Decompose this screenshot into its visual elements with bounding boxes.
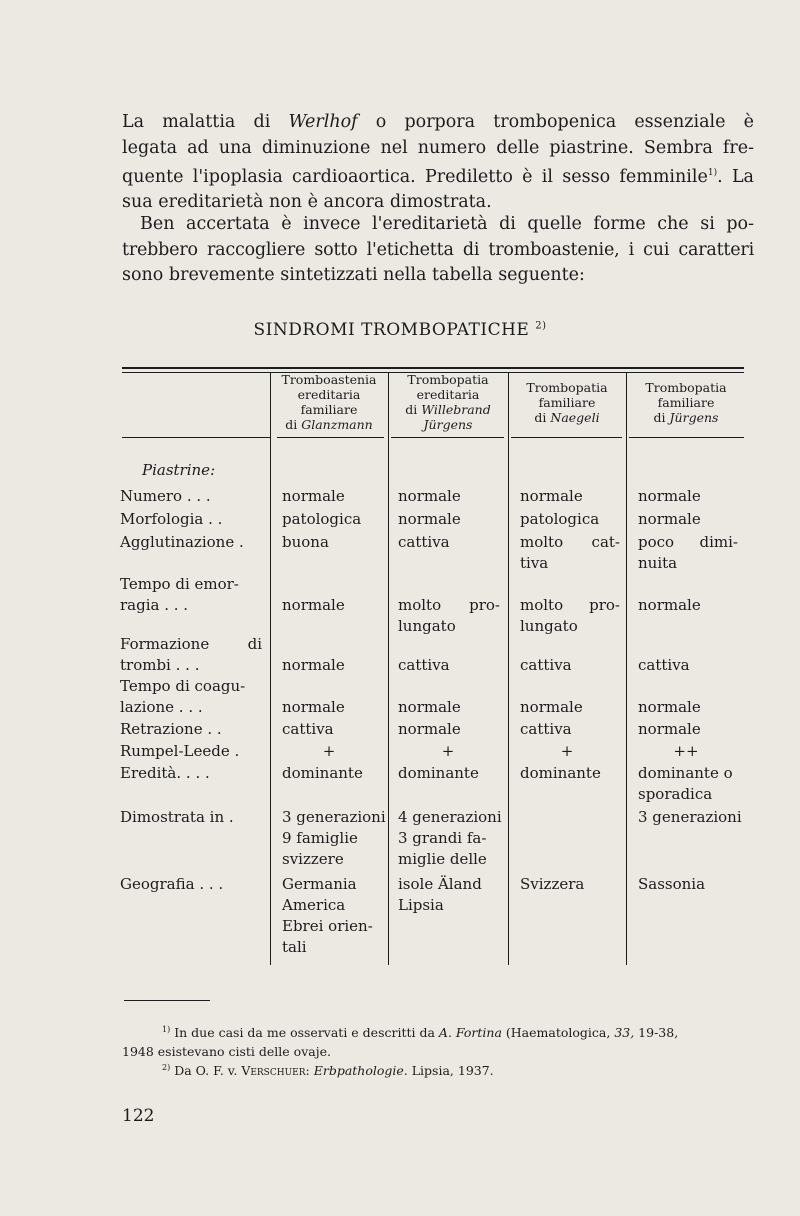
cell-line: 4 generazioni (398, 808, 502, 826)
table-cell: normale (398, 487, 461, 505)
header-line-italic: Jürgens (669, 410, 719, 425)
column-divider (388, 372, 389, 965)
cell-line: miglie delle (398, 850, 487, 868)
table-cell: cattiva (638, 656, 690, 674)
table-cell: cattiva (282, 720, 334, 738)
cell-line: isole Äland (398, 875, 482, 893)
footnote-number: 1) (162, 1025, 171, 1034)
header-line: ereditaria (416, 387, 480, 402)
cell-line: 9 famiglie (282, 829, 358, 847)
text: La malattia di (122, 112, 289, 132)
text-line: trebbero raccogliere sotto l'etichetta di tromboastenie, i cui caratteri (122, 239, 754, 260)
table-cell: + (560, 742, 574, 760)
column-header-willebrand (390, 372, 506, 432)
text-line: sono brevemente sintetizzati nella tabella seguente: (122, 265, 585, 285)
header-rule (511, 437, 622, 438)
header-line: familiare (538, 395, 596, 410)
text-line: 1948 esistevano cisti delle ovaje. (122, 1044, 331, 1060)
cell-line: Tempo di emor- (120, 575, 239, 593)
header-rule (391, 437, 504, 438)
text: Da O. F. v. (170, 1063, 242, 1079)
header-rule (629, 437, 744, 438)
table-cell: dominante (398, 764, 479, 782)
cell-line: lungato (398, 617, 456, 635)
table-cell: normale (282, 656, 345, 674)
cell-line: lazione . . . (120, 698, 203, 716)
cell-line: lungato (520, 617, 578, 635)
cell-line: dominante o (638, 764, 733, 782)
row-label-morfologia: Morfologia . . (120, 510, 223, 528)
text: quente l'ipoplasia cardioaortica. Prediletto è il sesso femminile (122, 166, 708, 187)
table-cell: Sassonia (638, 875, 706, 893)
cell-line: Lipsia (398, 896, 444, 914)
table-cell (282, 874, 373, 958)
header-line: Trombopatia (526, 380, 608, 395)
table-cell: dominante (282, 764, 363, 782)
header-line: ereditaria (297, 387, 361, 402)
cell-line: molto pro- (398, 596, 500, 614)
header-line-italic: Willebrand (421, 402, 491, 417)
table-cell: + (322, 742, 336, 760)
text-italic: A. Fortina (438, 1025, 502, 1041)
row-label-retrazione: Retrazione . . (120, 720, 222, 738)
cell-line: 3 grandi fa- (398, 829, 487, 847)
paragraph-tromboastenie (122, 212, 754, 289)
table-top-rule (122, 367, 744, 369)
text-italic: Werlhof (288, 112, 358, 132)
row-label-numero: Numero . . . (120, 487, 211, 505)
table-cell: patologica (520, 510, 600, 528)
row-label-dimostrata: Dimostrata in . (120, 808, 234, 826)
table-cell (398, 807, 502, 870)
table-cell: ++ (673, 742, 699, 760)
table-cell (398, 595, 500, 637)
table-title (0, 320, 800, 340)
header-line-italic: Naegeli (550, 410, 600, 425)
cell-line: trombi . . . (120, 656, 200, 674)
header-line: di (653, 410, 670, 425)
table-cell: normale (282, 596, 345, 614)
header-line-italic: Glanzmann (301, 417, 373, 432)
header-line: di (405, 402, 422, 417)
table-cell: patologica (282, 510, 362, 528)
table-cell: normale (638, 720, 701, 738)
title-text: SINDROMI TROMBOPATICHE (253, 320, 530, 340)
footnote-1 (122, 1020, 750, 1061)
table-cell (638, 763, 733, 805)
cell-line: tali (282, 938, 307, 956)
column-divider (626, 372, 627, 965)
table-cell (282, 807, 386, 870)
footnote-ref: 2) (535, 320, 547, 332)
header-line: di (285, 417, 302, 432)
cell-line: ragia . . . (120, 596, 189, 614)
section-label-piastrine: Piastrine: (142, 461, 216, 479)
column-header-naegeli (510, 380, 624, 425)
table-cell: normale (282, 698, 345, 716)
row-label-rumpel-leede: Rumpel-Leede . (120, 742, 240, 760)
text: (Haematologica, (501, 1025, 615, 1041)
cell-line: nuita (638, 554, 678, 572)
table-cell: normale (638, 596, 701, 614)
footnote-number: 2) (162, 1063, 171, 1072)
text: o porpora trombopenica essenziale è (357, 112, 754, 132)
column-header-jurgens (628, 380, 744, 425)
table-cell: normale (638, 510, 701, 528)
header-line: familiare (300, 402, 358, 417)
header-line: di (534, 410, 551, 425)
row-label-geografia: Geografia . . . (120, 875, 224, 893)
table-cell (638, 532, 738, 574)
text-italic: 33, (614, 1025, 635, 1041)
header-line: familiare (657, 395, 715, 410)
cell-line: America (282, 896, 346, 914)
cell-line: molto cat- (520, 533, 620, 551)
header-rule (122, 437, 270, 438)
footnote-ref: 1) (707, 168, 718, 178)
row-label-emorragia (120, 574, 262, 616)
table-cell: cattiva (520, 720, 572, 738)
table-cell: normale (520, 698, 583, 716)
row-label-coagulazione (120, 676, 262, 718)
table-cell (520, 595, 620, 637)
text-line: sua ereditarietà non è ancora dimostrata. (122, 192, 492, 213)
cell-line: Tempo di coagu- (120, 677, 246, 695)
text: In due casi da me osservati e descritti da (170, 1025, 439, 1041)
text-italic: Erbpathologie. (313, 1063, 408, 1079)
header-line: Tromboastenia (281, 372, 377, 387)
table-cell: normale (398, 698, 461, 716)
table-cell: cattiva (398, 656, 450, 674)
column-divider (270, 372, 271, 965)
page-number: 122 (122, 1106, 155, 1126)
text: Lipsia, 1937. (407, 1063, 494, 1079)
text-small-caps: Verschuer: (241, 1063, 310, 1079)
text-line: Ben accertata è invece l'ereditarietà di quelle forme che si po- (140, 214, 754, 234)
cell-line: Ebrei orien- (282, 917, 373, 935)
table-cell: cattiva (398, 533, 450, 551)
cell-line: svizzere (282, 850, 344, 868)
cell-line: Germania (282, 875, 357, 893)
column-header-glanzmann (272, 372, 386, 432)
text: 19-38, (634, 1025, 679, 1041)
table-cell: cattiva (520, 656, 572, 674)
cell-line: 3 generazioni (282, 808, 386, 826)
table-cell: normale (638, 487, 701, 505)
table-cell: buona (282, 533, 329, 551)
row-label-formazione (120, 634, 262, 676)
footnote-2 (122, 1058, 750, 1080)
header-line: Trombopatia (645, 380, 727, 395)
table-cell: dominante (520, 764, 601, 782)
cell-line: Formazione di (120, 635, 262, 653)
footnote-separator (124, 1000, 210, 1001)
row-label-eredita: Eredità. . . . (120, 764, 210, 782)
cell-line: sporadica (638, 785, 713, 803)
cell-line: poco dimi- (638, 533, 738, 551)
cell-line: molto pro- (520, 596, 620, 614)
table-cell (520, 532, 620, 574)
table-cell (398, 874, 482, 916)
table-cell: normale (398, 720, 461, 738)
text-line: legata ad una diminuzione nel numero delle piastrine. Sembra fre- (122, 137, 754, 158)
cell-line: tiva (520, 554, 549, 572)
table-cell: Svizzera (520, 875, 585, 893)
header-line: Trombopatia (407, 372, 489, 387)
table-cell: normale (398, 510, 461, 528)
row-label-agglutinazione: Agglutinazione . (120, 533, 244, 551)
table-cell: 3 generazioni (638, 808, 742, 826)
table-cell: normale (638, 698, 701, 716)
header-rule (277, 437, 384, 438)
table-cell: normale (282, 487, 345, 505)
column-divider (508, 372, 509, 965)
table-cell: + (441, 742, 455, 760)
header-line-italic: Jürgens (423, 417, 473, 432)
paragraph-werlhof (122, 110, 754, 216)
text: . La (717, 166, 754, 187)
table-cell: normale (520, 487, 583, 505)
